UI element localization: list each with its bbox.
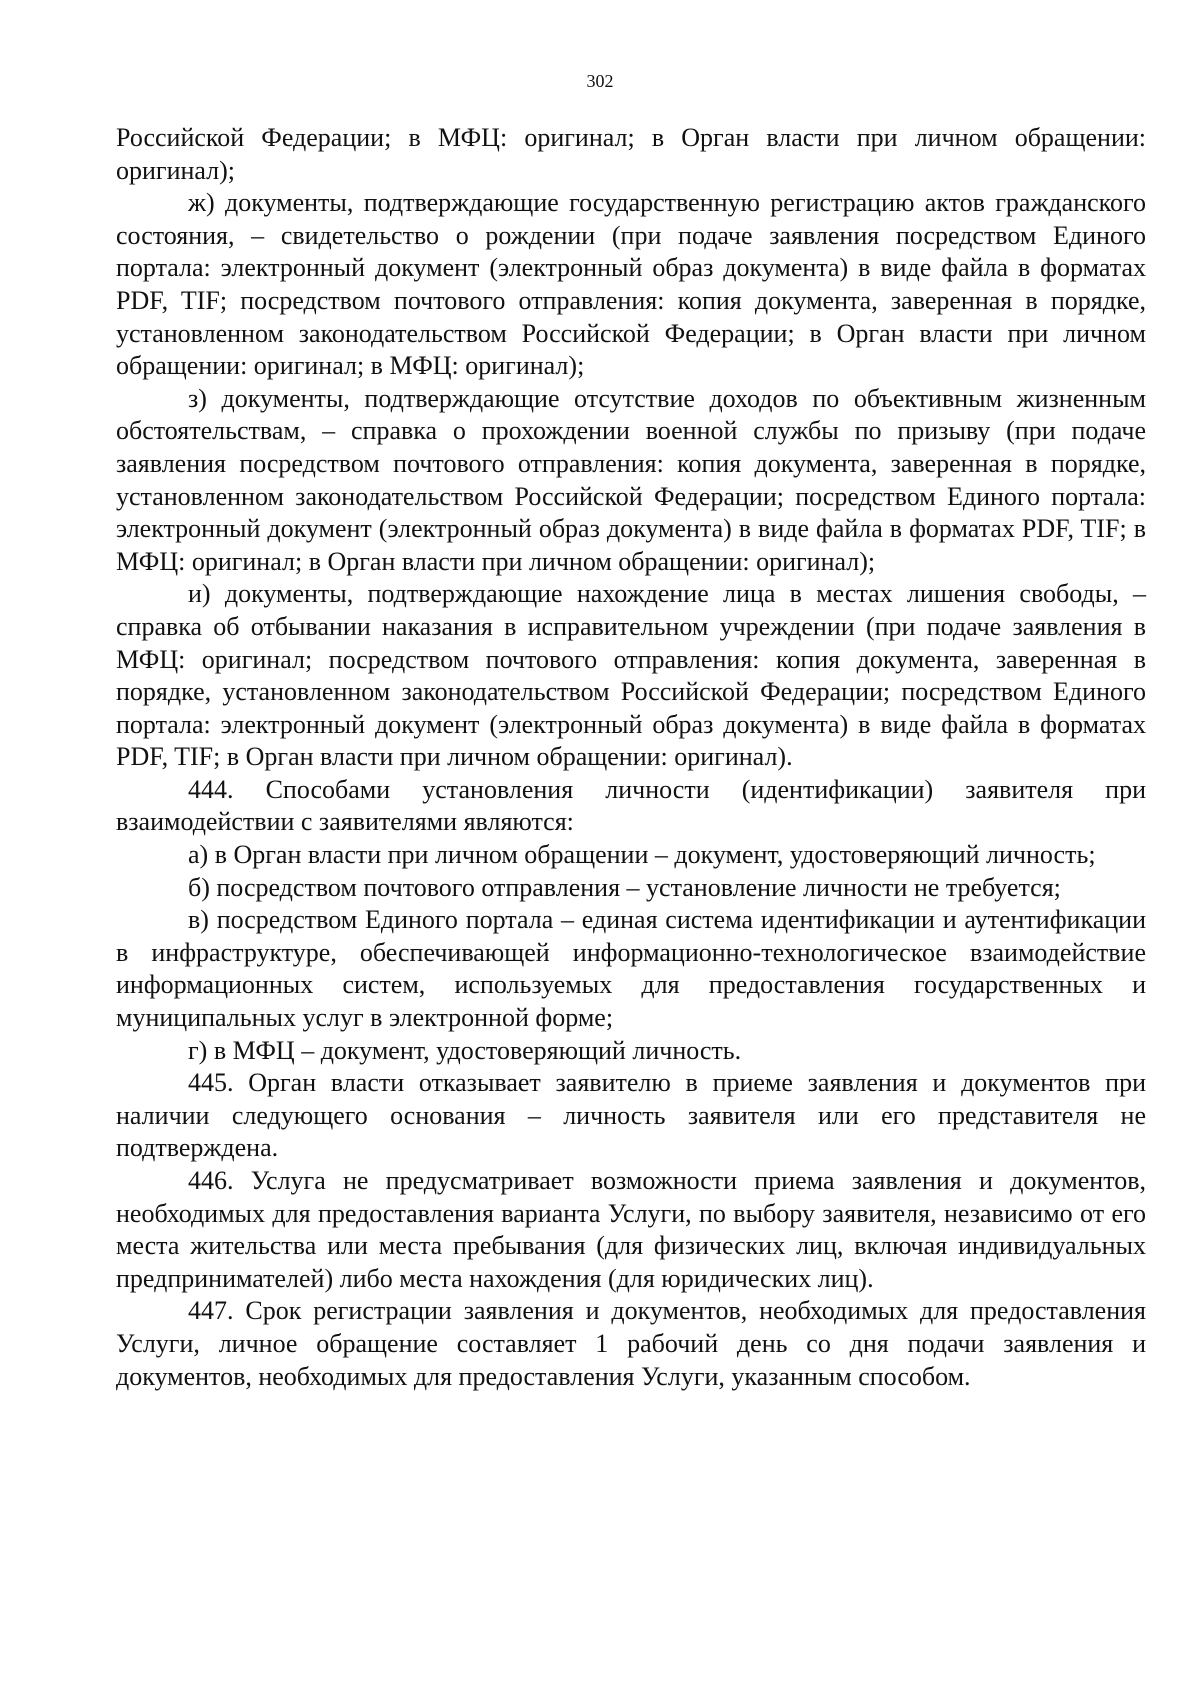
paragraph: и) документы, подтверждающие нахождение лица в местах лишения свободы, – справка об отбывании наказания в исправительном учреждении (при подаче заявления в МФЦ: оригинал; посредством почтового отправления: копия документа, заверенная в порядке, установленном законодательством Российской Федерации; посредством Единого портала: электронный документ (электронный образ документа) в виде файла в форматах PDF, TIF; в Орган власти при личном обращении: оригинал). [116, 579, 1146, 772]
document-body [116, 122, 1146, 1393]
paragraph: ж) документы, подтверждающие государственную регистрацию актов гражданского состояния, – свидетельство о рождении (при подаче заявления посредством Единого портала: электронный документ (электронный образ документа) в виде файла в форматах PDF, TIF; посредством почтового отправления: копия документа, заверенная в порядке, установленном законодательством Российской Федерации; в Орган власти при личном обращении: оригинал; в МФЦ: оригинал); [116, 188, 1146, 381]
paragraph: Российской Федерации; в МФЦ: оригинал; в Орган власти при личном обращении: оригинал); [116, 123, 1146, 185]
paragraph: 447. Срок регистрации заявления и документов, необходимых для предоставления Услуги, личное обращение составляет 1 рабочий день со дня подачи заявления и документов, необходимых для предоставления Услуги, указанным способом. [116, 1296, 1146, 1391]
paragraph: 445. Орган власти отказывает заявителю в приеме заявления и документов при наличии следующего основания – личность заявителя или его представителя не подтверждена. [116, 1068, 1146, 1163]
paragraph: а) в Орган власти при личном обращении – документ, удостоверяющий личность; [188, 840, 1096, 870]
page-number: 302 [586, 71, 614, 91]
paragraph: з) документы, подтверждающие отсутствие доходов по объективным жизненным обстоятельствам, – справка о прохождении военной службы по призыву (при подаче заявления посредством почтового отправления: копия документа, заверенная в порядке, установленном законодательством Российской Федерации; посредством Единого портала: электронный документ (электронный образ документа) в виде файла в форматах PDF, TIF; в МФЦ: оригинал; в Орган власти при личном обращении: оригинал); [116, 383, 1146, 576]
paragraph: г) в МФЦ – документ, удостоверяющий личность. [188, 1035, 742, 1065]
paragraph: 446. Услуга не предусматривает возможности приема заявления и документов, необходимых для предоставления варианта Услуги, по выбору заявителя, независимо от его места жительства или места пребывания (для физических лиц, включая индивидуальных предпринимателей) либо места нахождения (для юридических лиц). [116, 1166, 1146, 1293]
paragraph: в) посредством Единого портала – единая система идентификации и аутентификации в инфраструктуре, обеспечивающей информационно-технологическое взаимодействие информационных систем, используемых для предоставления государственных и муниципальных услуг в электронной форме; [116, 905, 1146, 1033]
paragraph: б) посредством почтового отправления – установление личности не требуется; [188, 872, 1061, 902]
paragraph: 444. Способами установления личности (идентификации) заявителя при взаимодействии с заявителями являются: [116, 774, 1146, 837]
